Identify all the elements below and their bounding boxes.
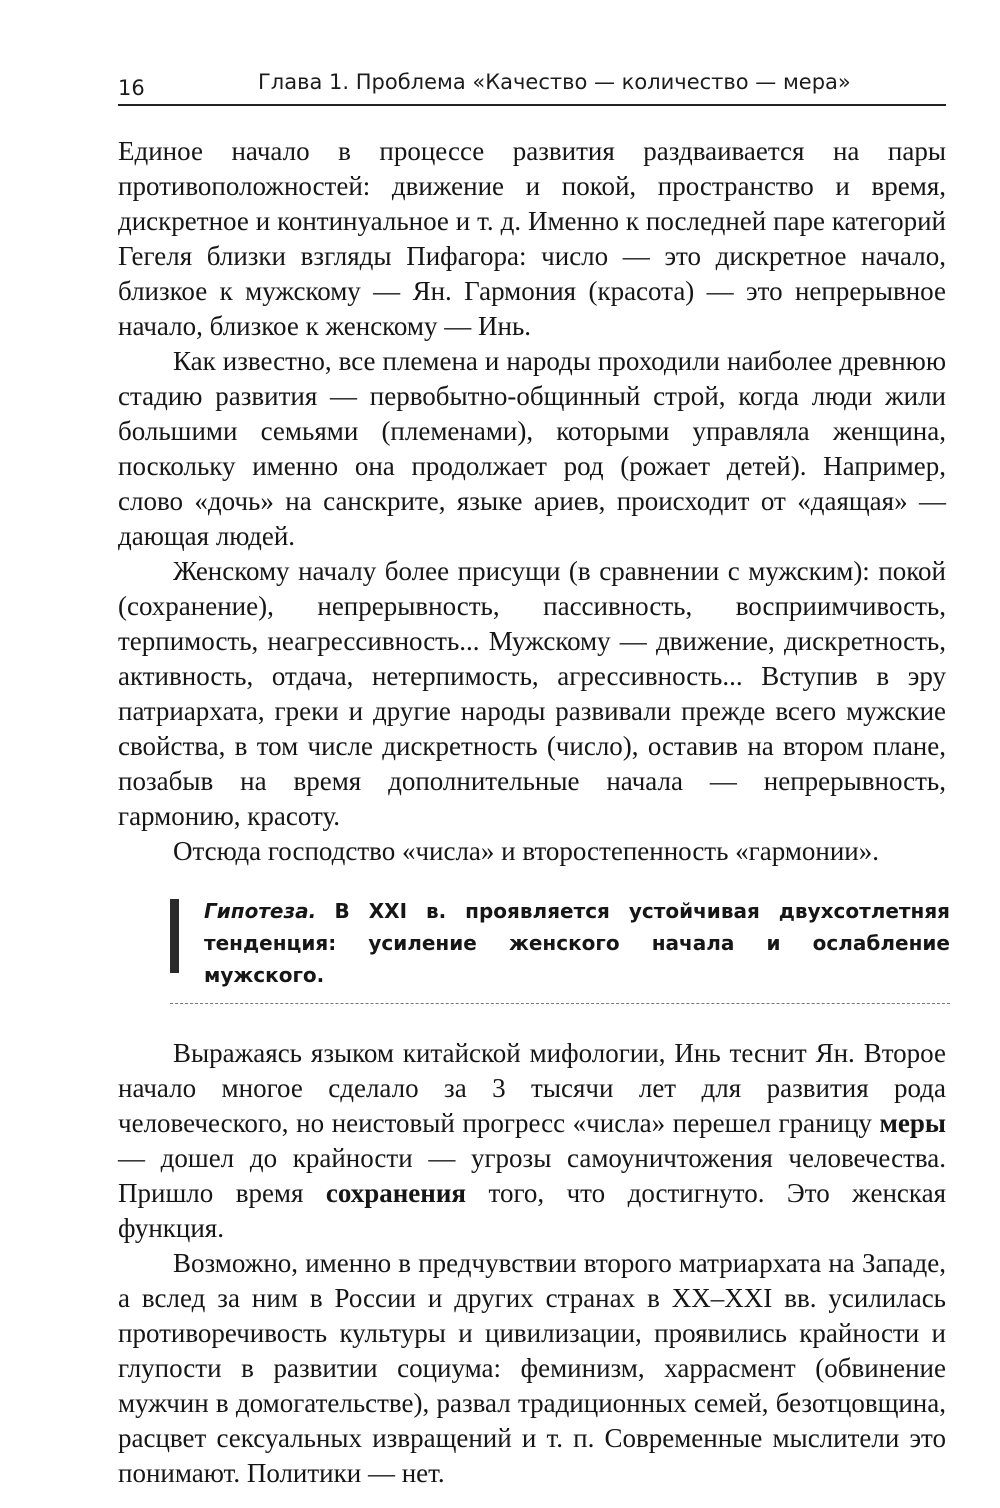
paragraph-2: Как известно, все племена и народы проходили наиболее древнюю стадию развития — первобытно-общинный строй, когда люди жили большими семьями (племенами), которыми управляла женщина, поскольку именно она продолжает род (рожает детей). Например, слово «дочь» на санскрите, языке ариев, происходит от «даящая» — дающая людей. [118, 346, 946, 551]
paragraph-5 [118, 1036, 946, 1246]
bold-term-mery: меры [879, 1108, 947, 1138]
paragraph-6: Возможно, именно в предчувствии второго матриархата на Западе, а вслед за ним в России и других странах в XX–XXI вв. усилилась противоречивость культуры и цивилизации, проявились крайности и глупости в развитии социума: феминизм, харрасмент (обвинение мужчин в домогательстве), развал традиционных семей, безотцовщина, расцвет сексуальных извращений и т. п. Современные мыслители это понимают. Политики — нет. [118, 1248, 946, 1488]
paragraph-3: Женскому началу более присущи (в сравнении с мужским): покой (сохранение), непрерывность, пассивность, восприимчивость, терпимость, неагрессивность... Мужскому — движение, дискретность, активность, отдача, нетерпимость, агрессивность... Вступив в эру патриархата, греки и другие народы развивали прежде всего мужские свойства, в том числе дискретность (число), оставив на втором плане, позабыв на время дополнительные начала — непрерывность, гармонию, красоту. [118, 556, 946, 831]
paragraph-5-start: Выражаясь языком китайской мифологии, Инь теснит Ян. Второе начало многое сделало за 3 тысячи лет для развития рода человеческого, но неистовый прогресс «числа» перешел границу [118, 1038, 946, 1138]
page-header [118, 64, 946, 106]
paragraph-4: Отсюда господство «числа» и второстепенность «гармонии». [173, 836, 880, 866]
book-page [118, 64, 951, 1491]
hypothesis-label: Гипотеза. [204, 899, 317, 923]
paragraph-1: Единое начало в процессе развития раздваивается на пары противоположностей: движение и покой, пространство и время, дискретное и континуальное и т. д. Именно к последней паре категорий Гегеля близки взгляды Пифагора: число — это дискретное начало, близкое к мужскому — Ян. Гармония (красота) — это непрерывное начало, близкое к женскому — Инь. [118, 136, 946, 341]
running-title: Глава 1. Проблема «Качество — количество — мера» [258, 70, 851, 94]
main-text [118, 134, 946, 869]
page-number: 16 [118, 76, 145, 100]
hypothesis-marker-bar [170, 899, 179, 973]
hypothesis-text: В XXI в. проявляется устойчивая двухсотлетняя тенденция: усиление женского начала и ослабление мужского. [204, 899, 951, 987]
paragraph-5-middle: — дошел до крайности — угрозы самоуничтожения человечества. Пришло время [118, 1143, 946, 1208]
paragraph-5-end: того, что достигнуто. Это женская функция. [118, 1178, 947, 1243]
main-text-continued [118, 1036, 946, 1491]
bold-term-sokhraneniya: сохранения [325, 1178, 467, 1208]
hypothesis-box [170, 895, 950, 1004]
